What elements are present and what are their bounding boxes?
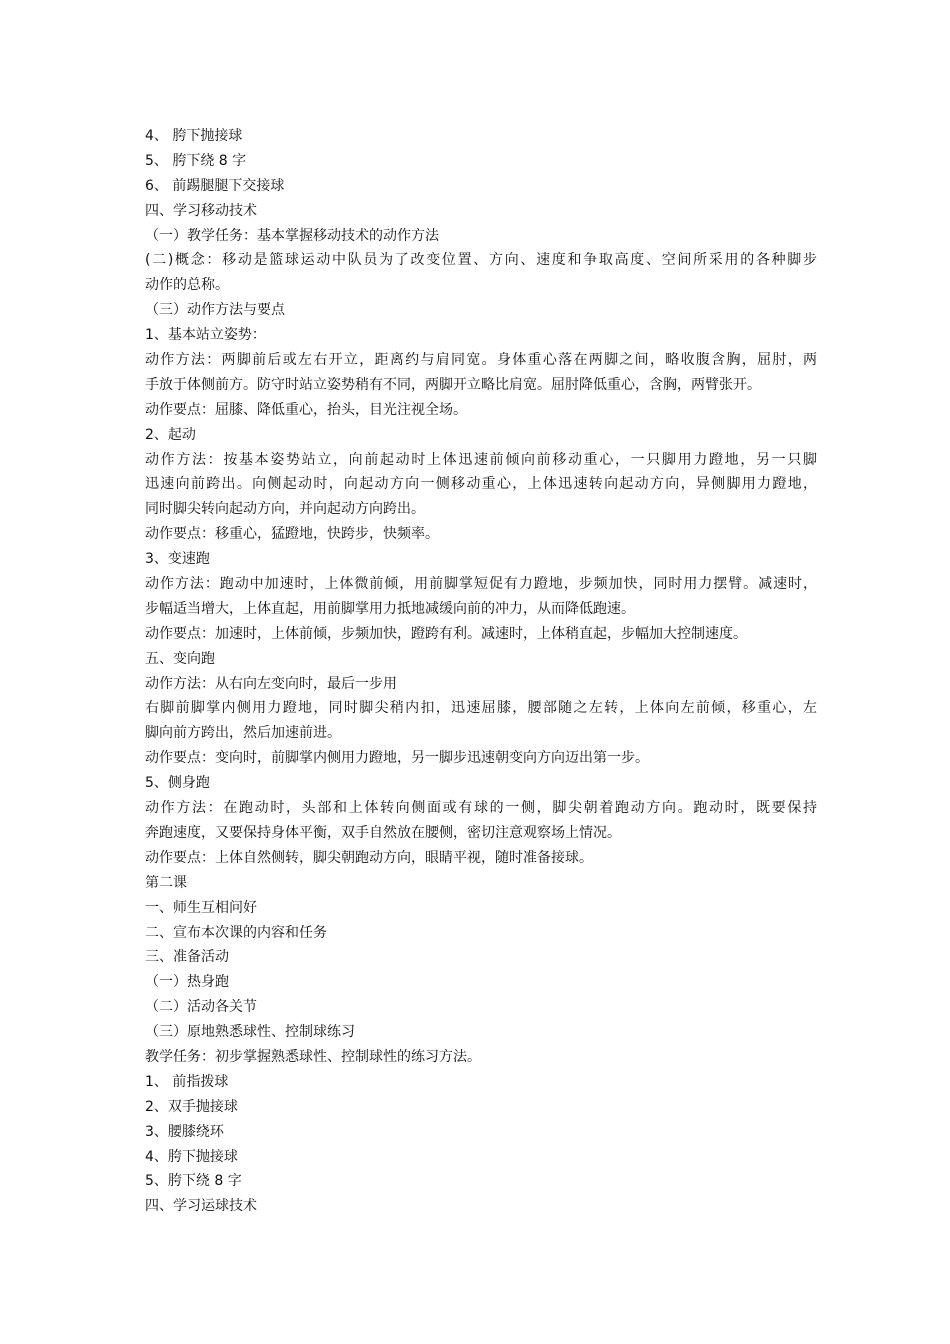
text-line: 步幅适当增大，上体直起，用前脚掌用力抵地减缓向前的冲力，从而降低跑速。 [145,600,635,617]
text-line: 5、侧身跑 [145,775,210,792]
text-line: 动作要点：变向时，前脚掌内侧用力蹬地，另一脚步迅速朝变向方向迈出第一步。 [145,750,649,767]
section-heading: 五、变向跑 [145,650,215,667]
text-line: 奔跑速度，又要保持身体平衡，双手自然放在腰侧，密切注意观察场上情况。 [145,824,621,841]
text-line: 4、胯下抛接球 [145,1148,238,1165]
text-line: 教学任务：初步掌握熟悉球性、控制球性的练习方法。 [145,1048,481,1065]
text-line: 5、胯下绕 8 字 [145,1173,242,1190]
section-heading: 一、师生互相问好 [145,899,257,916]
text-line: (二)概念：移动是篮球运动中队员为了改变位置、方向、速度和争取高度、空间所采用的各种脚步 [145,252,817,269]
text-line: 6、 前踢腿腿下交接球 [145,177,285,194]
text-line: 右脚前脚掌内侧用力蹬地，同时脚尖稍内扣，迅速屈膝，腰部随之左转，上体向左前倾，移重心，左 [145,700,817,717]
text-line: 动作要点：屈膝、降低重心，抬头，目光注视全场。 [145,401,467,418]
text-line: 手放于体侧前方。防守时站立姿势稍有不同，两脚开立略比肩宽。屈肘降低重心，含胸，两臂张开。 [145,376,761,393]
text-line: 3、变速跑 [145,551,210,568]
text-line: 3、腰膝绕环 [145,1123,224,1140]
text-line: 动作方法：在跑动时，头部和上体转向侧面或有球的一侧，脚尖朝着跑动方向。跑动时，既要保持 [145,800,817,817]
text-line: 1、基本站立姿势： [145,327,266,344]
text-line: 1、 前指拨球 [145,1073,229,1090]
lesson-heading: 第二课 [145,874,187,891]
text-line: （三）原地熟悉球性、控制球练习 [145,1024,355,1041]
text-line: 动作方法：两脚前后或左右开立，距离约与肩同宽。身体重心落在两脚之间，略收腹含胸，屈肘，两 [145,352,817,369]
text-line: 脚向前方跨出，然后加速前进。 [145,725,341,742]
text-line: 动作要点：移重心，猛蹬地，快跨步，快频率。 [145,526,439,543]
text-line: 动作方法：跑动中加速时，上体微前倾，用前脚掌短促有力蹬地，步频加快，同时用力摆臂。减速时， [145,576,817,593]
text-line: 动作的总称。 [145,277,229,294]
text-line: 4、 胯下抛接球 [145,128,243,144]
section-heading: 四、学习移动技术 [145,202,257,219]
section-heading: 三、准备活动 [145,949,229,966]
document-body [145,124,817,1219]
text-line: 迅速向前跨出。向侧起动时，向起动方向一侧移动重心，上体迅速转向起动方向，异侧脚用力蹬地， [145,476,817,493]
text-line: 动作方法：按基本姿势站立，向前起动时上体迅速前倾向前移动重心，一只脚用力蹬地，另一只脚 [145,451,817,468]
text-line: 5、 胯下绕 8 字 [145,152,247,169]
text-line: （二）活动各关节 [145,999,257,1016]
text-line: 2、起动 [145,426,196,443]
text-line: 动作要点：上体自然侧转，脚尖朝跑动方向，眼睛平视，随时准备接球。 [145,849,593,866]
text-line: 动作方法：从右向左变向时，最后一步用 [145,675,397,692]
text-line: 同时脚尖转向起动方向，并向起动方向跨出。 [145,501,425,518]
section-heading: 二、宣布本次课的内容和任务 [145,924,327,941]
text-line: （一）教学任务：基本掌握移动技术的动作方法 [145,227,439,244]
text-line: 动作要点：加速时，上体前倾，步频加快，蹬跨有利。减速时，上体稍直起，步幅加大控制速度。 [145,625,747,642]
text-line: 2、双手抛接球 [145,1098,238,1115]
section-heading: 四、学习运球技术 [145,1198,257,1215]
text-line: （一）热身跑 [145,974,229,991]
text-line: （三）动作方法与要点 [145,302,285,319]
